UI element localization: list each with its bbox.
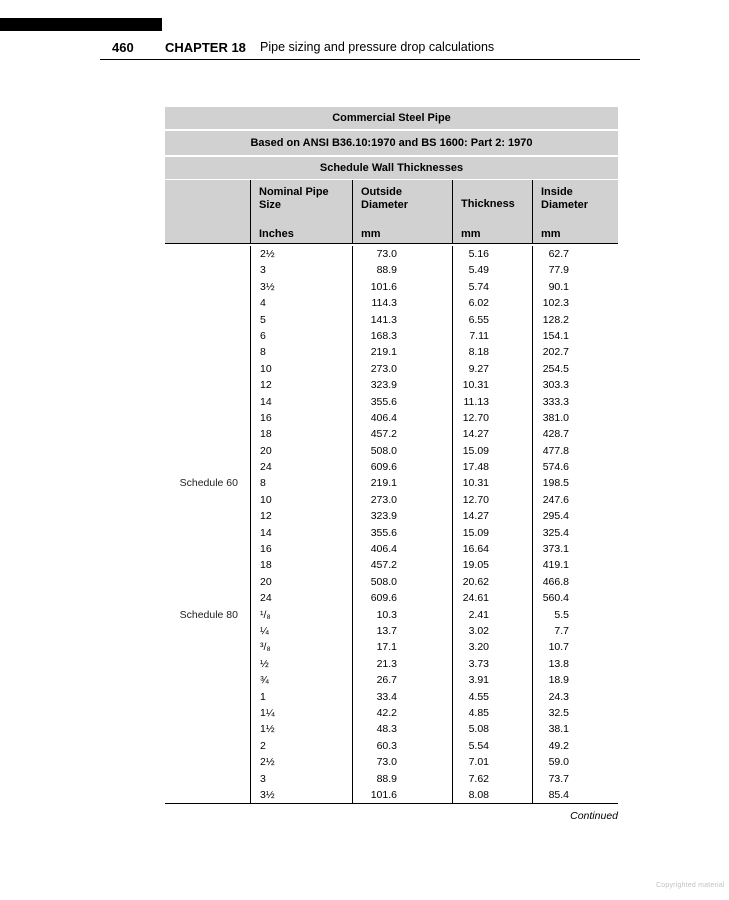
schedule-group-label — [165, 410, 250, 426]
column-header-inside-diameter: Inside Diameter — [532, 180, 618, 226]
nominal-size-cell: 16 — [250, 410, 352, 426]
schedule-group-label — [165, 574, 250, 590]
inside-diameter-cell: 49.2 — [532, 738, 618, 754]
nominal-size-cell: 8 — [250, 344, 352, 360]
table-row — [165, 443, 618, 459]
schedule-group-label — [165, 377, 250, 393]
outside-diameter-cell: 219.1 — [352, 475, 452, 491]
units-thickness: mm — [452, 226, 532, 243]
inside-diameter-cell: 62.7 — [532, 246, 618, 262]
nominal-size-cell: 2½ — [250, 754, 352, 770]
table-row — [165, 639, 618, 655]
outside-diameter-cell: 42.2 — [352, 705, 452, 721]
copyright-notice: Copyrighted material — [656, 882, 725, 889]
schedule-group-label — [165, 246, 250, 262]
outside-diameter-cell: 355.6 — [352, 394, 452, 410]
outside-diameter-cell: 609.6 — [352, 459, 452, 475]
table-row — [165, 738, 618, 754]
table-title: Commercial Steel Pipe — [165, 107, 618, 129]
thickness-cell: 11.13 — [452, 394, 532, 410]
inside-diameter-cell: 32.5 — [532, 705, 618, 721]
outside-diameter-cell: 323.9 — [352, 377, 452, 393]
inside-diameter-cell: 477.8 — [532, 443, 618, 459]
inside-diameter-cell: 466.8 — [532, 574, 618, 590]
schedule-group-label — [165, 525, 250, 541]
nominal-size-cell: ¹/₈ — [250, 607, 352, 623]
outside-diameter-cell: 141.3 — [352, 312, 452, 328]
outside-diameter-cell: 114.3 — [352, 295, 452, 311]
outside-diameter-cell: 273.0 — [352, 492, 452, 508]
table-row — [165, 492, 618, 508]
thickness-cell: 5.49 — [452, 262, 532, 278]
outside-diameter-cell: 33.4 — [352, 689, 452, 705]
inside-diameter-cell: 90.1 — [532, 279, 618, 295]
table-row — [165, 426, 618, 442]
nominal-size-cell: 16 — [250, 541, 352, 557]
outside-diameter-cell: 457.2 — [352, 557, 452, 573]
table-row — [165, 541, 618, 557]
schedule-group-label — [165, 492, 250, 508]
table-row — [165, 394, 618, 410]
units-inside-diameter: mm — [532, 226, 618, 243]
outside-diameter-cell: 60.3 — [352, 738, 452, 754]
thickness-cell: 24.61 — [452, 590, 532, 606]
inside-diameter-cell: 77.9 — [532, 262, 618, 278]
table-row — [165, 689, 618, 705]
table-row — [165, 525, 618, 541]
thickness-cell: 20.62 — [452, 574, 532, 590]
schedule-group-label — [165, 738, 250, 754]
thickness-cell: 3.91 — [452, 672, 532, 688]
inside-diameter-cell: 18.9 — [532, 672, 618, 688]
outside-diameter-cell: 48.3 — [352, 721, 452, 737]
inside-diameter-cell: 419.1 — [532, 557, 618, 573]
table-row — [165, 623, 618, 639]
thickness-cell: 14.27 — [452, 426, 532, 442]
outside-diameter-cell: 73.0 — [352, 754, 452, 770]
outside-diameter-cell: 17.1 — [352, 639, 452, 655]
page-number: 460 — [112, 40, 134, 55]
column-header-outside-diameter: Outside Diameter — [352, 180, 452, 226]
page-top-bar — [0, 18, 162, 31]
thickness-cell: 7.62 — [452, 771, 532, 787]
schedule-group-label — [165, 312, 250, 328]
thickness-cell: 4.85 — [452, 705, 532, 721]
nominal-size-cell: 24 — [250, 459, 352, 475]
schedule-group-label — [165, 656, 250, 672]
inside-diameter-cell: 295.4 — [532, 508, 618, 524]
schedule-group-label — [165, 508, 250, 524]
schedule-group-label — [165, 689, 250, 705]
inside-diameter-cell: 38.1 — [532, 721, 618, 737]
column-header-spacer — [165, 180, 250, 226]
inside-diameter-cell: 254.5 — [532, 361, 618, 377]
chapter-title: Pipe sizing and pressure drop calculations — [260, 40, 495, 54]
column-header-thickness: Thickness — [452, 180, 532, 226]
nominal-size-cell: ³/₈ — [250, 639, 352, 655]
outside-diameter-cell: 168.3 — [352, 328, 452, 344]
inside-diameter-cell: 128.2 — [532, 312, 618, 328]
thickness-cell: 4.55 — [452, 689, 532, 705]
nominal-size-cell: ½ — [250, 656, 352, 672]
schedule-group-label — [165, 623, 250, 639]
chapter-label: CHAPTER 18 — [165, 40, 246, 55]
thickness-cell: 16.64 — [452, 541, 532, 557]
schedule-group-label — [165, 344, 250, 360]
units-nominal-size: Inches — [250, 226, 352, 243]
nominal-size-cell: ¼ — [250, 623, 352, 639]
outside-diameter-cell: 219.1 — [352, 344, 452, 360]
outside-diameter-cell: 273.0 — [352, 361, 452, 377]
table-row — [165, 312, 618, 328]
inside-diameter-cell: 24.3 — [532, 689, 618, 705]
schedule-group-label — [165, 557, 250, 573]
table-row — [165, 475, 618, 491]
inside-diameter-cell: 73.7 — [532, 771, 618, 787]
outside-diameter-cell: 323.9 — [352, 508, 452, 524]
schedule-group-label — [165, 394, 250, 410]
table-row — [165, 771, 618, 787]
outside-diameter-cell: 508.0 — [352, 443, 452, 459]
table-row — [165, 328, 618, 344]
nominal-size-cell: 6 — [250, 328, 352, 344]
table-body — [165, 244, 618, 804]
outside-diameter-cell: 406.4 — [352, 541, 452, 557]
table-row — [165, 721, 618, 737]
thickness-cell: 9.27 — [452, 361, 532, 377]
table-row — [165, 246, 618, 262]
outside-diameter-cell: 406.4 — [352, 410, 452, 426]
inside-diameter-cell: 333.3 — [532, 394, 618, 410]
table-row — [165, 295, 618, 311]
schedule-group-label — [165, 262, 250, 278]
thickness-cell: 10.31 — [452, 377, 532, 393]
units-spacer — [165, 226, 250, 243]
inside-diameter-cell: 102.3 — [532, 295, 618, 311]
nominal-size-cell: 20 — [250, 443, 352, 459]
column-header-nominal-size: Nominal Pipe Size — [250, 180, 352, 226]
nominal-size-cell: 2½ — [250, 246, 352, 262]
inside-diameter-cell: 574.6 — [532, 459, 618, 475]
nominal-size-cell: 14 — [250, 525, 352, 541]
pipe-schedule-table — [165, 107, 618, 822]
table-row — [165, 590, 618, 606]
thickness-cell: 7.01 — [452, 754, 532, 770]
table-row — [165, 459, 618, 475]
table-row — [165, 344, 618, 360]
table-row — [165, 279, 618, 295]
schedule-group-label — [165, 672, 250, 688]
schedule-group-label — [165, 754, 250, 770]
inside-diameter-cell: 247.6 — [532, 492, 618, 508]
outside-diameter-cell: 101.6 — [352, 787, 452, 803]
inside-diameter-cell: 7.7 — [532, 623, 618, 639]
thickness-cell: 6.02 — [452, 295, 532, 311]
table-row — [165, 656, 618, 672]
thickness-cell: 3.02 — [452, 623, 532, 639]
thickness-cell: 5.54 — [452, 738, 532, 754]
inside-diameter-cell: 5.5 — [532, 607, 618, 623]
inside-diameter-cell: 373.1 — [532, 541, 618, 557]
inside-diameter-cell: 85.4 — [532, 787, 618, 803]
thickness-cell: 5.16 — [452, 246, 532, 262]
nominal-size-cell: 18 — [250, 426, 352, 442]
table-row — [165, 557, 618, 573]
schedule-group-label — [165, 361, 250, 377]
table-row — [165, 361, 618, 377]
nominal-size-cell: 12 — [250, 377, 352, 393]
table-row — [165, 787, 618, 803]
nominal-size-cell: 10 — [250, 361, 352, 377]
schedule-group-label — [165, 721, 250, 737]
schedule-group-label — [165, 541, 250, 557]
table-row — [165, 377, 618, 393]
nominal-size-cell: 1 — [250, 689, 352, 705]
outside-diameter-cell: 457.2 — [352, 426, 452, 442]
inside-diameter-cell: 560.4 — [532, 590, 618, 606]
table-standards-note: Based on ANSI B36.10:1970 and BS 1600: Part 2: 1970 — [165, 131, 618, 155]
thickness-cell: 3.73 — [452, 656, 532, 672]
schedule-group-label — [165, 787, 250, 803]
thickness-cell: 8.08 — [452, 787, 532, 803]
outside-diameter-cell: 88.9 — [352, 262, 452, 278]
header-rule — [100, 59, 640, 60]
nominal-size-cell: 1¼ — [250, 705, 352, 721]
outside-diameter-cell: 101.6 — [352, 279, 452, 295]
nominal-size-cell: 12 — [250, 508, 352, 524]
nominal-size-cell: 20 — [250, 574, 352, 590]
inside-diameter-cell: 325.4 — [532, 525, 618, 541]
inside-diameter-cell: 198.5 — [532, 475, 618, 491]
thickness-cell: 6.55 — [452, 312, 532, 328]
inside-diameter-cell: 59.0 — [532, 754, 618, 770]
schedule-group-label — [165, 279, 250, 295]
outside-diameter-cell: 73.0 — [352, 246, 452, 262]
schedule-group-label — [165, 426, 250, 442]
schedule-group-label — [165, 459, 250, 475]
nominal-size-cell: 4 — [250, 295, 352, 311]
continued-label: Continued — [570, 810, 618, 823]
table-row — [165, 508, 618, 524]
units-outside-diameter: mm — [352, 226, 452, 243]
thickness-cell: 8.18 — [452, 344, 532, 360]
thickness-cell: 2.41 — [452, 607, 532, 623]
schedule-group-label — [165, 590, 250, 606]
inside-diameter-cell: 381.0 — [532, 410, 618, 426]
schedule-group-label — [165, 443, 250, 459]
thickness-cell: 19.05 — [452, 557, 532, 573]
thickness-cell: 15.09 — [452, 443, 532, 459]
thickness-cell: 17.48 — [452, 459, 532, 475]
table-row — [165, 410, 618, 426]
inside-diameter-cell: 154.1 — [532, 328, 618, 344]
schedule-group-label — [165, 771, 250, 787]
table-row — [165, 607, 618, 623]
table-row — [165, 705, 618, 721]
outside-diameter-cell: 10.3 — [352, 607, 452, 623]
outside-diameter-cell: 13.7 — [352, 623, 452, 639]
thickness-cell: 7.11 — [452, 328, 532, 344]
inside-diameter-cell: 303.3 — [532, 377, 618, 393]
nominal-size-cell: 18 — [250, 557, 352, 573]
inside-diameter-cell: 13.8 — [532, 656, 618, 672]
column-header-row — [165, 180, 618, 226]
thickness-cell: 14.27 — [452, 508, 532, 524]
nominal-size-cell: 5 — [250, 312, 352, 328]
nominal-size-cell: 24 — [250, 590, 352, 606]
thickness-cell: 3.20 — [452, 639, 532, 655]
schedule-group-label — [165, 705, 250, 721]
nominal-size-cell: 8 — [250, 475, 352, 491]
thickness-cell: 5.08 — [452, 721, 532, 737]
schedule-group-label — [165, 639, 250, 655]
table-row — [165, 262, 618, 278]
units-row — [165, 226, 618, 244]
thickness-cell: 5.74 — [452, 279, 532, 295]
outside-diameter-cell: 88.9 — [352, 771, 452, 787]
thickness-cell: 12.70 — [452, 410, 532, 426]
nominal-size-cell: 3 — [250, 262, 352, 278]
nominal-size-cell: 3 — [250, 771, 352, 787]
outside-diameter-cell: 355.6 — [352, 525, 452, 541]
thickness-cell: 10.31 — [452, 475, 532, 491]
nominal-size-cell: 10 — [250, 492, 352, 508]
outside-diameter-cell: 609.6 — [352, 590, 452, 606]
nominal-size-cell: 3½ — [250, 787, 352, 803]
page-header — [0, 40, 729, 56]
nominal-size-cell: ¾ — [250, 672, 352, 688]
nominal-size-cell: 3½ — [250, 279, 352, 295]
schedule-group-label: Schedule 60 — [179, 477, 238, 490]
schedule-group-label — [165, 328, 250, 344]
table-row — [165, 574, 618, 590]
thickness-cell: 15.09 — [452, 525, 532, 541]
nominal-size-cell: 14 — [250, 394, 352, 410]
inside-diameter-cell: 202.7 — [532, 344, 618, 360]
table-section-heading: Schedule Wall Thicknesses — [165, 157, 618, 179]
outside-diameter-cell: 508.0 — [352, 574, 452, 590]
schedule-group-label: Schedule 80 — [179, 608, 238, 621]
table-row — [165, 754, 618, 770]
outside-diameter-cell: 26.7 — [352, 672, 452, 688]
nominal-size-cell: 2 — [250, 738, 352, 754]
inside-diameter-cell: 428.7 — [532, 426, 618, 442]
nominal-size-cell: 1½ — [250, 721, 352, 737]
outside-diameter-cell: 21.3 — [352, 656, 452, 672]
thickness-cell: 12.70 — [452, 492, 532, 508]
inside-diameter-cell: 10.7 — [532, 639, 618, 655]
schedule-group-label — [165, 295, 250, 311]
table-row — [165, 672, 618, 688]
